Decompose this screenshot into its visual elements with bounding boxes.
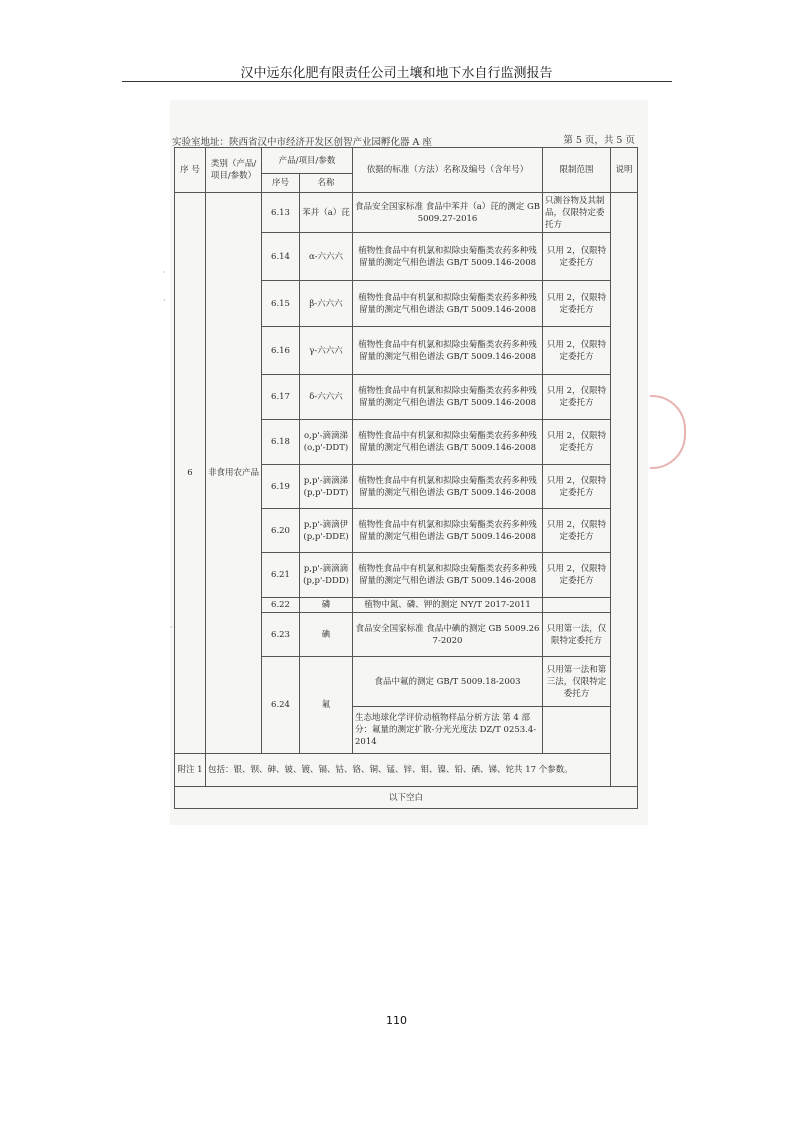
item-limit — [543, 707, 611, 754]
scan-mark: · — [170, 623, 173, 632]
item-name: 氟 — [300, 657, 353, 754]
header-standard: 依据的标准（方法）名称及编号（含年号） — [353, 148, 543, 193]
note-cell — [611, 193, 638, 787]
item-no: 6.15 — [262, 281, 300, 327]
red-seal-stamp — [650, 395, 686, 469]
item-name: 碘 — [300, 613, 353, 657]
item-limit: 只测谷物及其制品，仅限特定委托方 — [543, 193, 611, 233]
header-name: 名称 — [300, 174, 353, 193]
appendix-label: 附注 1 — [175, 754, 206, 787]
item-name: 磷 — [300, 598, 353, 613]
end-note: 以下空白 — [175, 787, 638, 809]
page-number: 110 — [386, 1014, 407, 1027]
item-limit: 只用 2，仅限特定委托方 — [543, 233, 611, 281]
item-no: 6.16 — [262, 327, 300, 375]
item-limit: 只用 2，仅限特定委托方 — [543, 281, 611, 327]
header-product-group: 产品/项目/参数 — [262, 148, 353, 174]
item-limit: 只用 2，仅限特定委托方 — [543, 327, 611, 375]
item-standard: 植物中氮、磷、钾的测定 NY/T 2017-2011 — [353, 598, 543, 613]
item-no: 6.22 — [262, 598, 300, 613]
scan-mark: · — [163, 268, 166, 277]
item-no: 6.19 — [262, 465, 300, 509]
page-indicator: 第 5 页，共 5 页 — [563, 135, 635, 146]
group-seq: 6 — [175, 193, 206, 754]
item-name: p,p'-滴滴滴 (p,p'-DDD) — [300, 553, 353, 598]
page-header: 汉中远东化肥有限责任公司土壤和地下水自行监测报告 — [240, 66, 553, 81]
item-no: 6.20 — [262, 509, 300, 553]
item-limit: 只用 2，仅限特定委托方 — [543, 509, 611, 553]
item-standard: 生态地球化学评价动植物样品分析方法 第 4 部分：氟量的测定扩散-分光光度法 DZ/T 0253.4-2014 — [353, 707, 543, 754]
item-name: α-六六六 — [300, 233, 353, 281]
item-standard: 植物性食品中有机氯和拟除虫菊酯类农药多种残留量的测定气相色谱法 GB/T 5009.146-2008 — [353, 509, 543, 553]
scan-mark: · — [163, 296, 166, 305]
item-standard: 植物性食品中有机氯和拟除虫菊酯类农药多种残留量的测定气相色谱法 GB/T 5009.146-2008 — [353, 420, 543, 465]
item-no: 6.18 — [262, 420, 300, 465]
item-standard: 食品安全国家标准 食品中苯并（a）芘的测定 GB 5009.27-2016 — [353, 193, 543, 233]
item-standard: 植物性食品中有机氯和拟除虫菊酯类农药多种残留量的测定气相色谱法 GB/T 5009.146-2008 — [353, 553, 543, 598]
item-standard: 植物性食品中有机氯和拟除虫菊酯类农药多种残留量的测定气相色谱法 GB/T 5009.146-2008 — [353, 327, 543, 375]
item-limit: 只用 2，仅限特定委托方 — [543, 553, 611, 598]
item-limit: 只用第一法，仅限特定委托方 — [543, 613, 611, 657]
item-standard: 植物性食品中有机氯和拟除虫菊酯类农药多种残留量的测定气相色谱法 GB/T 5009.146-2008 — [353, 465, 543, 509]
item-standard: 植物性食品中有机氯和拟除虫菊酯类农药多种残留量的测定气相色谱法 GB/T 5009.146-2008 — [353, 233, 543, 281]
item-limit — [543, 598, 611, 613]
item-no: 6.14 — [262, 233, 300, 281]
appendix-text: 包括：银、钡、砷、铍、镀、镉、钴、铬、铜、锰、锌、钼、镍、铅、硒、锑、铊共 17 个参数。 — [206, 754, 611, 787]
item-name: δ-六六六 — [300, 375, 353, 420]
item-name: β-六六六 — [300, 281, 353, 327]
item-name: 苯并（a）芘 — [300, 193, 353, 233]
item-name: γ-六六六 — [300, 327, 353, 375]
item-limit: 只用 2，仅限特定委托方 — [543, 420, 611, 465]
lab-address: 实验室地址：陕西省汉中市经济开发区创智产业园孵化器 A 座 — [172, 137, 432, 148]
item-limit: 只用第一法和第三法，仅限特定委托方 — [543, 657, 611, 707]
item-standard: 食品中氟的测定 GB/T 5009.18-2003 — [353, 657, 543, 707]
item-no: 6.21 — [262, 553, 300, 598]
item-no: 6.23 — [262, 613, 300, 657]
header-note: 说明 — [611, 148, 638, 193]
header-limit: 限制范围 — [543, 148, 611, 193]
item-standard: 食品安全国家标准 食品中碘的测定 GB 5009.267-2020 — [353, 613, 543, 657]
item-standard: 植物性食品中有机氯和拟除虫菊酯类农药多种残留量的测定气相色谱法 GB/T 5009.146-2008 — [353, 281, 543, 327]
item-limit: 只用 2，仅限特定委托方 — [543, 465, 611, 509]
item-name: p,p'-滴滴涕 (p,p'-DDT) — [300, 465, 353, 509]
header-item-no: 序号 — [262, 174, 300, 193]
scope-table — [174, 147, 638, 809]
item-standard: 植物性食品中有机氯和拟除虫菊酯类农药多种残留量的测定气相色谱法 GB/T 5009.146-2008 — [353, 375, 543, 420]
item-no: 6.13 — [262, 193, 300, 233]
item-name: o,p'-滴滴涕 (o,p'-DDT) — [300, 420, 353, 465]
item-name: p,p'-滴滴伊 (p,p'-DDE) — [300, 509, 353, 553]
header-rule — [122, 81, 672, 82]
item-limit: 只用 2，仅限特定委托方 — [543, 375, 611, 420]
item-no: 6.24 — [262, 657, 300, 754]
item-no: 6.17 — [262, 375, 300, 420]
group-category: 非食用农产品 — [206, 193, 262, 754]
header-category: 类别（产品/项目/参数） — [206, 148, 262, 193]
header-seq: 序 号 — [175, 148, 206, 193]
